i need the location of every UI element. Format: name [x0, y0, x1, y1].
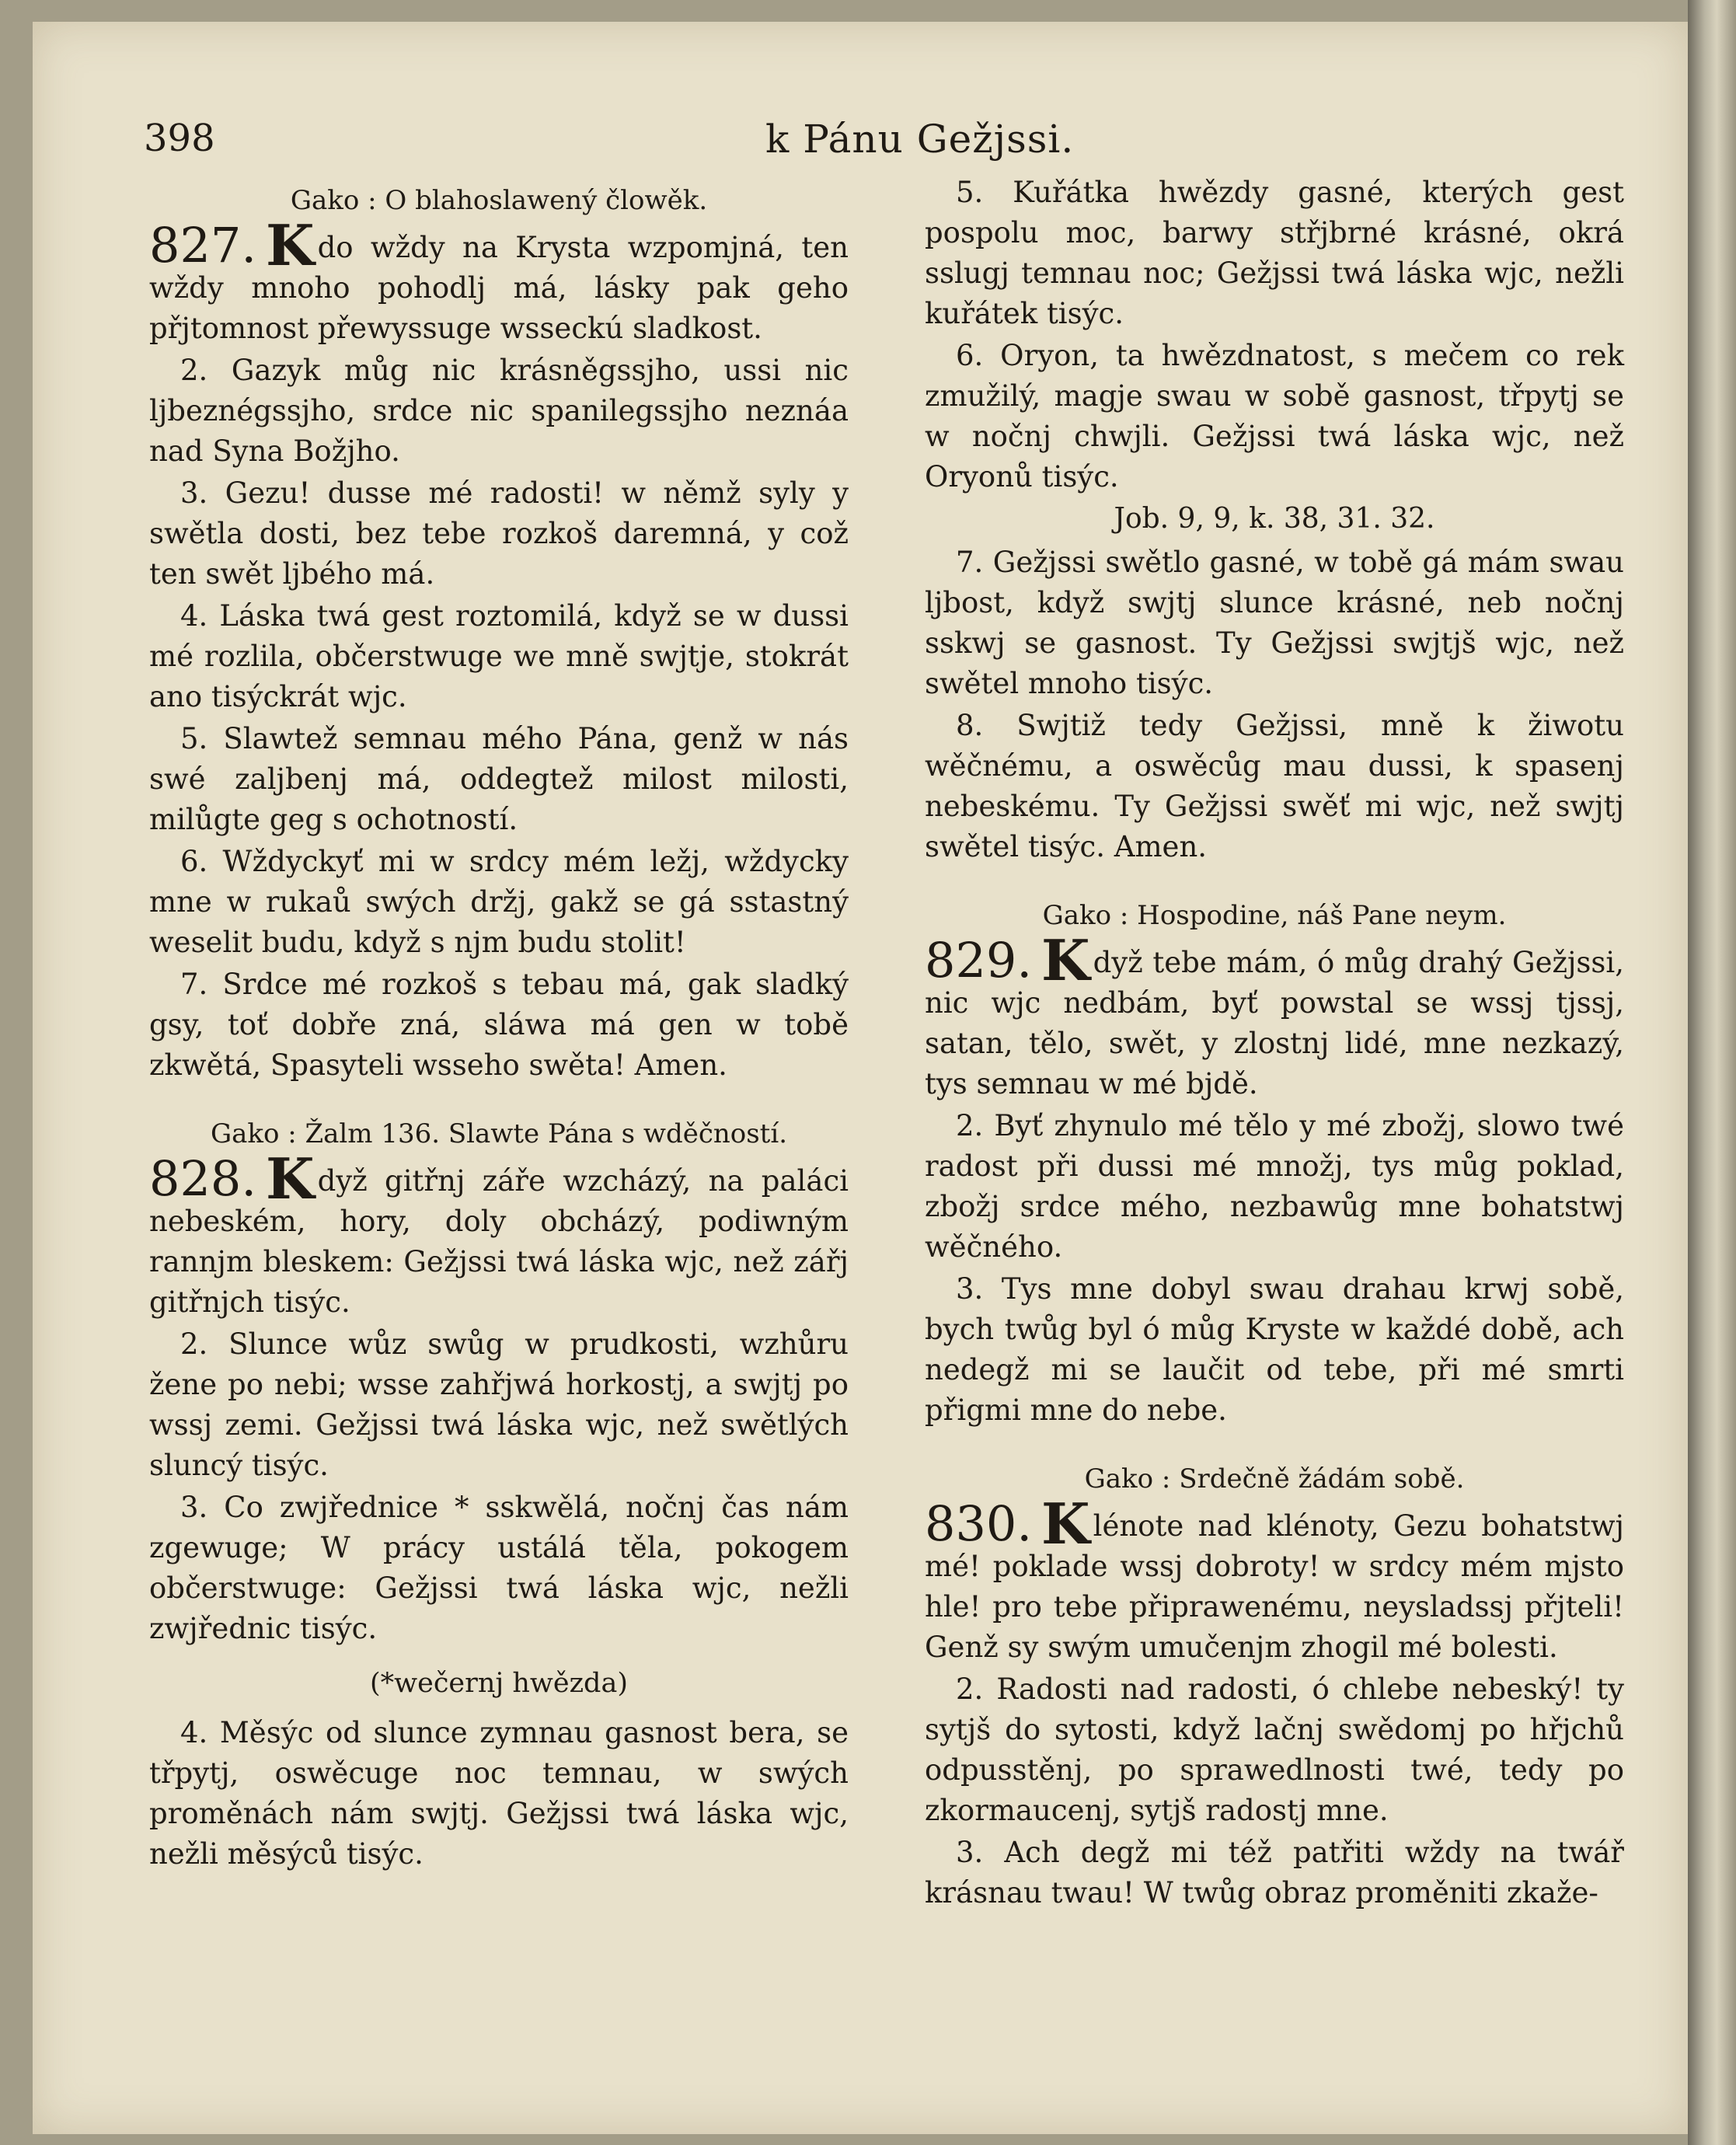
melody-line-828: Gako : Žalm 136. Slawte Pána s wděčností. — [210, 1118, 788, 1149]
hymn-830-verse-1 — [925, 1491, 1624, 1668]
running-title: k Pánu Gežjssi. — [765, 117, 1075, 162]
left-column — [149, 173, 849, 1876]
hymn-830-verse-2: 2. Radosti nad radosti, ó chlebe nebeský! ty sytjš do sytosti, když lačnj swědomj po hřjchů odpusstěnj, po sprawedlnosti twé, tedy po zkormaucenj, sytjš radostj mne. — [925, 1672, 1624, 1827]
hymn-827-verse-6: 6. Wždyckyť mi w srdcy mém ležj, wždycky mne w rukaů swých držj, gakž se gá sstastný weselit budu, když s njm budu stolit! — [149, 845, 849, 959]
hymn-827-verse-5: 5. Slawtež semnau mého Pána, genž w nás swé zaljbenj má, oddegtež milost milosti, milůgte geg s ochotností. — [149, 722, 849, 836]
hymn-number: 829. — [925, 932, 1033, 989]
book-gutter — [1688, 0, 1736, 2145]
spacer — [925, 869, 1624, 888]
hymn-827-verse-7: 7. Srdce mé rozkoš s tebau má, gak sladký gsy, toť dobře zná, sláwa má gen w tobě zkwětá, Spasyteli wsseho swěta! Amen. — [149, 968, 849, 1082]
melody-line-829: Gako : Hospodine, náš Pane neym. — [1042, 900, 1507, 931]
hymn-number: 828. — [149, 1150, 257, 1207]
hymn-829-verse-3: 3. Tys mne dobyl swau drahau krwj sobě, bych twůg byl ó můg Kryste w každé době, ach nedegž mi se laučit od tebe, při mé smrti přigmi mne do nebe. — [925, 1272, 1624, 1427]
scripture-reference: Job. 9, 9, k. 38, 31. 32. — [1114, 503, 1435, 535]
hymn-number: 830. — [925, 1495, 1033, 1552]
verse-text: do wždy na Krysta wzpomjná, ten wždy mnoho pohodlj má, lásky pak geho přjtomnost přewyssuge wsseckú sladkost. — [149, 231, 849, 345]
hymn-829-verse-2: 2. Byť zhynulo mé tělo y mé zbožj, slowo twé radost při dussi mé množj, tys můg poklad, zbožj srdce mého, nezbawůg mne bohatstwj wěčného. — [925, 1109, 1624, 1264]
melody-line-830: Gako : Srdečně žádám sobě. — [1084, 1463, 1465, 1495]
hymn-828-verse-6: 6. Oryon, ta hwězdnatost, s mečem co rek zmužilý, magje swau w sobě gasnost, třpytj se w nočnj chwjli. Gežjssi twá láska wjc, než Oryonů tisýc. — [925, 339, 1624, 494]
hymn-828-verse-2: 2. Slunce wůz swůg w prudkosti, wzhůru žene po nebi; wsse zahřjwá horkostj, a swjtj po wssj zemi. Gežjssi twá láska wjc, než swětlých sluncý tisýc. — [149, 1327, 849, 1482]
verse-text: dyž tebe mám, ó můg drahý Gežjssi, nic wjc nedbám, byť powstal se wssj tjssj, satan, tělo, swět, y zlostnj lidé, mne nezkazý, tys semnau w mé bjdě. — [925, 946, 1624, 1100]
hymn-827-verse-2: 2. Gazyk můg nic krásněgssjho, ussi nic ljbeznégssjho, srdce nic spanilegssjho neznáa nad Syna Božjho. — [149, 354, 849, 468]
hymn-828-verse-1 — [149, 1146, 849, 1323]
hymn-827-verse-1 — [149, 212, 849, 349]
page-header — [144, 117, 1589, 179]
spacer — [149, 1087, 849, 1106]
hymn-828-verse-7: 7. Gežjssi swětlo gasné, w tobě gá mám swau ljbost, když swjtj slunce krásné, neb nočnj sskwj se gasnost. Ty Gežjssi swjtjš wjc, než swětel mnoho tisýc. — [925, 546, 1624, 700]
melody-line-827: Gako : O blahoslawený člowěk. — [290, 185, 708, 216]
drop-initial: K — [1041, 927, 1090, 993]
hymn-829-verse-1 — [925, 927, 1624, 1104]
spacer — [925, 1432, 1624, 1451]
verse-text: dyž gitřnj záře wzcházý, na paláci nebeském, hory, doly obcházý, podiwným rannjm bleskem: Gežjssi twá láska wjc, než zářj gitřnjch tisýc. — [149, 1164, 849, 1319]
footnote: (*wečernj hwězda) — [370, 1668, 628, 1699]
hymn-827-verse-3: 3. Gezu! dusse mé radosti! w němž syly y swětla dosti, bez tebe rozkoš daremná, y což ten swět ljbého má. — [149, 476, 849, 591]
verse-text: lénote nad klénoty, Gezu bohatstwj mé! poklade wssj dobroty! w srdcy mém mjsto hle! pro tebe připrawenému, neysladssj přjteli! Genž sy swým umučenjm zhogil mé bolesti. — [925, 1509, 1624, 1664]
drop-initial: K — [266, 212, 315, 278]
hymn-828-verse-8: 8. Swjtiž tedy Gežjssi, mně k žiwotu wěčnému, a oswěcůg mau dussi, k spasenj nebeskému. Ty Gežjssi swěť mi wjc, než swjtj swětel tisýc. Amen. — [925, 709, 1624, 863]
hymn-830-verse-3: 3. Ach degž mi též patřiti wždy na twář krásnau twau! W twůg obraz proměniti zkaže- — [925, 1836, 1624, 1910]
drop-initial: K — [266, 1146, 315, 1212]
hymn-828-verse-5: 5. Kuřátka hwězdy gasné, kterých gest pospolu moc, barwy střjbrné krásné, okrá sslugj temnau noc; Gežjssi twá láska wjc, nežli kuřátek tisýc. — [925, 176, 1624, 330]
hymn-827-verse-4: 4. Láska twá gest roztomilá, když se w dussi mé rozlila, občerstwuge we mně swjtje, stokrát ano tisýckrát wjc. — [149, 599, 849, 713]
page-number: 398 — [144, 117, 215, 160]
hymn-number: 827. — [149, 217, 257, 274]
drop-initial: K — [1041, 1491, 1090, 1557]
right-column — [925, 173, 1624, 1915]
hymn-828-verse-3: 3. Co zwjřednice * sskwělá, nočnj čas nám zgewuge; W prácy ustálá těla, pokogem občerstwuge: Gežjssi twá láska wjc, nežli zwjřednic tisýc. — [149, 1491, 849, 1645]
hymn-828-verse-4: 4. Měsýc od slunce zymnau gasnost bera, se třpytj, oswěcuge noc temnau, w swých proměnách nám swjtj. Gežjssi twá láska wjc, nežli měsýců tisýc. — [149, 1716, 849, 1871]
